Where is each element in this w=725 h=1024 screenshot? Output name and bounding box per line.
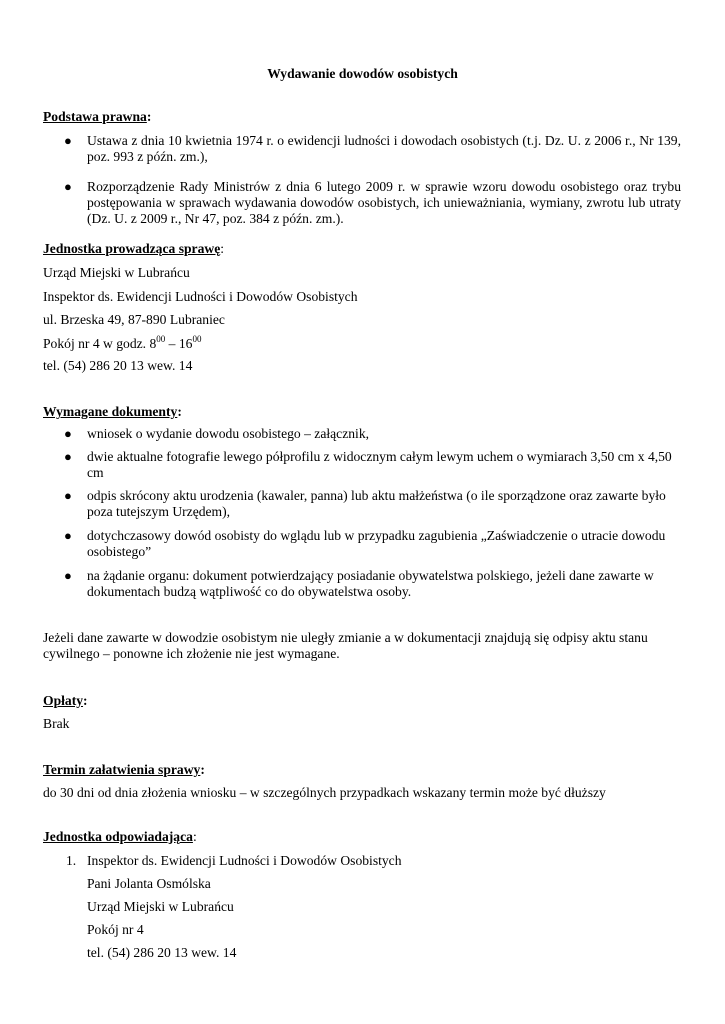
responsible-line: Urząd Miejski w Lubrańcu [87, 899, 234, 914]
heading-colon: : [177, 404, 182, 419]
heading-colon: : [83, 693, 88, 708]
documents-note: Jeżeli dane zawarte w dowodzie osobistym nie uległy zmianie a w dokumentacji znajdują się odpisy aktu stanu cywilnego – ponowne ich złożenie nie jest wymagane. [43, 630, 648, 661]
deadline-heading [43, 762, 205, 778]
list-item [64, 528, 681, 560]
fees-value: Brak [43, 716, 70, 731]
office-hours-sup: 00 [156, 334, 166, 344]
bullet-icon: ● [64, 133, 72, 148]
bullet-icon: ● [64, 426, 72, 441]
bullet-icon: ● [64, 568, 72, 583]
fees-heading [43, 693, 88, 709]
handling-unit-heading-text: Jednostka prowadząca sprawę [43, 241, 221, 256]
heading-colon: : [200, 762, 205, 777]
responsible-unit-heading [43, 829, 197, 845]
bullet-icon: ● [64, 528, 72, 543]
bullet-icon: ● [64, 449, 72, 464]
responsible-line: Pani Jolanta Osmólska [87, 876, 211, 891]
heading-colon: : [220, 241, 225, 256]
heading-colon: : [192, 829, 197, 844]
handling-unit-heading [43, 241, 224, 257]
list-item [64, 568, 681, 600]
unit-phone: tel. (54) 286 20 13 wew. 14 [43, 358, 193, 373]
list-item-text: Ustawa z dnia 10 kwietnia 1974 r. o ewidencji ludności i dowodach osobistych (t.j. Dz. U. z 2006 r., Nr 139, poz. 993 z późn. zm.), [87, 133, 681, 164]
list-item-text: na żądanie organu: dokument potwierdzający posiadanie obywatelstwa polskiego, jeżeli dane zawarte w dokumentach budzą wątpliwość co do obywatelstwa osoby. [87, 568, 654, 599]
office-hours [43, 336, 201, 352]
responsible-line: Pokój nr 4 [87, 922, 144, 937]
bullet-icon: ● [64, 179, 72, 194]
unit-line: Urząd Miejski w Lubrańcu [43, 265, 190, 280]
office-hours-prefix: Pokój nr 4 w godz. 8 [43, 336, 157, 351]
responsible-line: tel. (54) 286 20 13 wew. 14 [87, 945, 237, 960]
deadline-heading-text: Termin załatwienia sprawy [43, 762, 201, 777]
list-item [64, 488, 681, 520]
required-documents-heading-text: Wymagane dokumenty [43, 404, 178, 419]
legal-basis-heading [43, 109, 151, 125]
required-documents-heading [43, 404, 182, 420]
heading-colon: : [146, 109, 152, 124]
deadline-value: do 30 dni od dnia złożenia wniosku – w szczególnych przypadkach wskazany termin może być dłuższy [43, 785, 606, 800]
office-hours-sup: 00 [192, 334, 202, 344]
list-item-text: wniosek o wydanie dowodu osobistego – załącznik, [87, 426, 370, 441]
unit-line: ul. Brzeska 49, 87-890 Lubraniec [43, 312, 225, 327]
unit-line: Inspektor ds. Ewidencji Ludności i Dowodów Osobistych [43, 289, 358, 304]
office-hours-dash: – 16 [165, 336, 193, 351]
list-item [64, 179, 681, 227]
responsible-unit-heading-text: Jednostka odpowiadająca [43, 829, 193, 844]
responsible-line: Inspektor ds. Ewidencji Ludności i Dowodów Osobistych [87, 853, 402, 868]
list-item-text: dwie aktualne fotografie lewego półprofilu z widocznym całym lewym uchem o wymiarach 3,50 cm x 4,50 cm [87, 449, 672, 480]
list-item-text: odpis skrócony aktu urodzenia (kawaler, panna) lub aktu małżeństwa (o ile sporządzone oraz zawarte było poza tutejszym Urzędem), [87, 488, 666, 519]
list-number: 1. [66, 853, 77, 868]
bullet-icon: ● [64, 488, 72, 503]
document-title: Wydawanie dowodów osobistych [267, 66, 458, 81]
legal-basis-heading-text: Podstawa prawna [43, 109, 147, 124]
list-item [64, 426, 681, 442]
list-item [64, 133, 681, 165]
list-item [64, 449, 681, 481]
list-item-text: Rozporządzenie Rady Ministrów z dnia 6 lutego 2009 r. w sprawie wzoru dowodu osobistego oraz trybu postępowania w sprawach wydawania dowodów osobistych, ich unieważniania, wymiany, zwrotu lub utraty (Dz. U. z 2009 r., Nr 47, poz. 384 z późn. zm.). [87, 179, 681, 226]
fees-heading-text: Opłaty [43, 693, 84, 708]
list-item-text: dotychczasowy dowód osobisty do wglądu lub w przypadku zagubienia „Zaświadczenie o utracie dowodu osobistego” [87, 528, 666, 559]
